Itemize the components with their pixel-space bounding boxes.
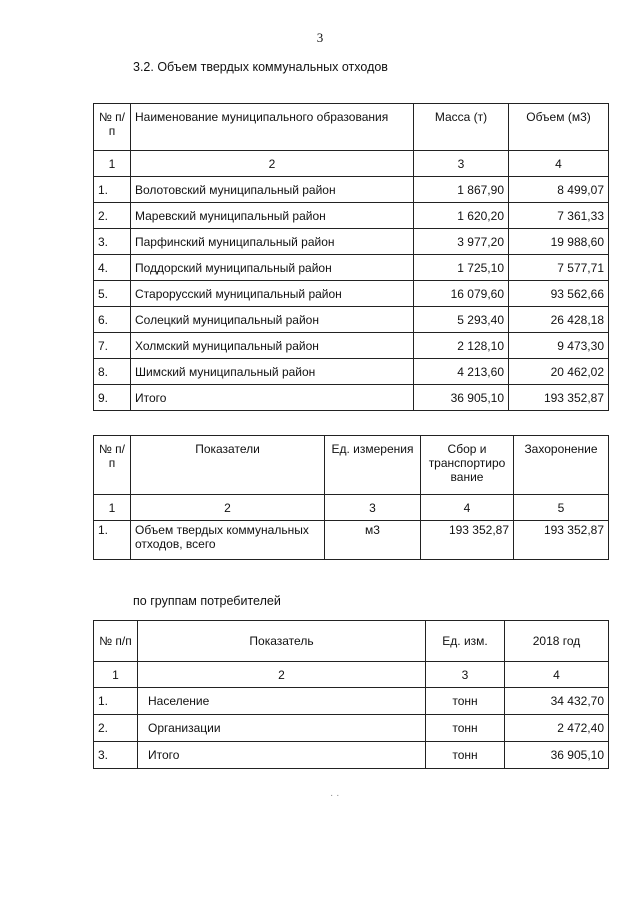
waste-by-municipality-table	[93, 103, 609, 411]
municipality-name: Итого	[131, 385, 414, 411]
indicator-name: Объем твердых коммунальных отходов, всего	[131, 521, 325, 560]
mass-value: 2 128,10	[414, 333, 509, 359]
header-number: № п/п	[94, 104, 131, 151]
municipality-name: Маревский муниципальный район	[131, 203, 414, 229]
column-number: 3	[426, 662, 505, 688]
row-number: 9.	[94, 385, 131, 411]
municipality-name: Волотовский муниципальный район	[131, 177, 414, 203]
table-row	[94, 688, 609, 715]
table-header-row	[94, 436, 609, 495]
row-number: 2.	[94, 715, 138, 742]
column-number: 1	[94, 151, 131, 177]
year-value: 36 905,10	[505, 742, 609, 769]
header-number: № п/п	[94, 436, 131, 495]
table-row	[94, 333, 609, 359]
collection-value: 193 352,87	[421, 521, 514, 560]
row-number: 1.	[94, 688, 138, 715]
municipality-name: Солецкий муниципальный район	[131, 307, 414, 333]
unit-value: тонн	[426, 688, 505, 715]
waste-handling-table	[93, 435, 609, 560]
column-number: 1	[94, 662, 138, 688]
municipality-name: Холмский муниципальный район	[131, 333, 414, 359]
table-row	[94, 255, 609, 281]
column-number: 4	[509, 151, 609, 177]
mass-value: 1 867,90	[414, 177, 509, 203]
table-row	[94, 385, 609, 411]
unit-value: тонн	[426, 715, 505, 742]
column-number: 3	[414, 151, 509, 177]
column-number: 4	[505, 662, 609, 688]
mass-value: 16 079,60	[414, 281, 509, 307]
municipality-name: Парфинский муниципальный район	[131, 229, 414, 255]
year-value: 2 472,40	[505, 715, 609, 742]
volume-value: 20 462,02	[509, 359, 609, 385]
page-number: 3	[316, 30, 324, 45]
municipality-name: Шимский муниципальный район	[131, 359, 414, 385]
header-collection-transport: Сбор и транспортиро вание	[421, 436, 514, 495]
indicator-name: Организации	[138, 715, 426, 742]
column-number: 1	[94, 495, 131, 521]
table-row	[94, 715, 609, 742]
row-number: 1.	[94, 177, 131, 203]
unit-value: тонн	[426, 742, 505, 769]
row-number: 5.	[94, 281, 131, 307]
volume-value: 9 473,30	[509, 333, 609, 359]
column-number: 2	[138, 662, 426, 688]
header-year: 2018 год	[505, 621, 609, 662]
volume-value: 19 988,60	[509, 229, 609, 255]
row-number: 2.	[94, 203, 131, 229]
table-header-row	[94, 104, 609, 151]
volume-value: 7 577,71	[509, 255, 609, 281]
row-number: 1.	[94, 521, 131, 560]
municipality-name: Старорусский муниципальный район	[131, 281, 414, 307]
header-number: № п/п	[94, 621, 138, 662]
table-row	[94, 359, 609, 385]
header-unit: Ед. измерения	[325, 436, 421, 495]
column-number: 2	[131, 151, 414, 177]
header-mass: Масса (т)	[414, 104, 509, 151]
header-indicators: Показатели	[131, 436, 325, 495]
indicator-name: Итого	[138, 742, 426, 769]
column-number: 2	[131, 495, 325, 521]
year-value: 34 432,70	[505, 688, 609, 715]
table-row	[94, 742, 609, 769]
header-volume: Объем (м3)	[509, 104, 609, 151]
row-number: 4.	[94, 255, 131, 281]
volume-value: 26 428,18	[509, 307, 609, 333]
consumer-groups-table	[93, 620, 609, 769]
table-row	[94, 521, 609, 560]
scan-mark: · ·	[330, 790, 340, 801]
volume-value: 93 562,66	[509, 281, 609, 307]
consumer-groups-subtitle: по группам потребителей	[133, 594, 281, 608]
header-burial: Захоронение	[514, 436, 609, 495]
column-number-row	[94, 495, 609, 521]
table-row	[94, 203, 609, 229]
mass-value: 5 293,40	[414, 307, 509, 333]
column-number: 5	[514, 495, 609, 521]
mass-value: 3 977,20	[414, 229, 509, 255]
mass-value: 1 620,20	[414, 203, 509, 229]
row-number: 6.	[94, 307, 131, 333]
table-row	[94, 177, 609, 203]
header-indicator: Показатель	[138, 621, 426, 662]
mass-value: 4 213,60	[414, 359, 509, 385]
header-unit: Ед. изм.	[426, 621, 505, 662]
table-row	[94, 229, 609, 255]
table-header-row	[94, 621, 609, 662]
indicator-name: Население	[138, 688, 426, 715]
burial-value: 193 352,87	[514, 521, 609, 560]
row-number: 8.	[94, 359, 131, 385]
volume-value: 8 499,07	[509, 177, 609, 203]
header-municipality: Наименование муниципального образования	[131, 104, 414, 151]
unit-value: м3	[325, 521, 421, 560]
mass-value: 1 725,10	[414, 255, 509, 281]
column-number-row	[94, 151, 609, 177]
row-number: 3.	[94, 742, 138, 769]
mass-value: 36 905,10	[414, 385, 509, 411]
row-number: 7.	[94, 333, 131, 359]
column-number-row	[94, 662, 609, 688]
section-title: 3.2. Объем твердых коммунальных отходов	[133, 60, 388, 74]
table-row	[94, 307, 609, 333]
column-number: 3	[325, 495, 421, 521]
table-row	[94, 281, 609, 307]
column-number: 4	[421, 495, 514, 521]
volume-value: 7 361,33	[509, 203, 609, 229]
municipality-name: Поддорский муниципальный район	[131, 255, 414, 281]
volume-value: 193 352,87	[509, 385, 609, 411]
row-number: 3.	[94, 229, 131, 255]
